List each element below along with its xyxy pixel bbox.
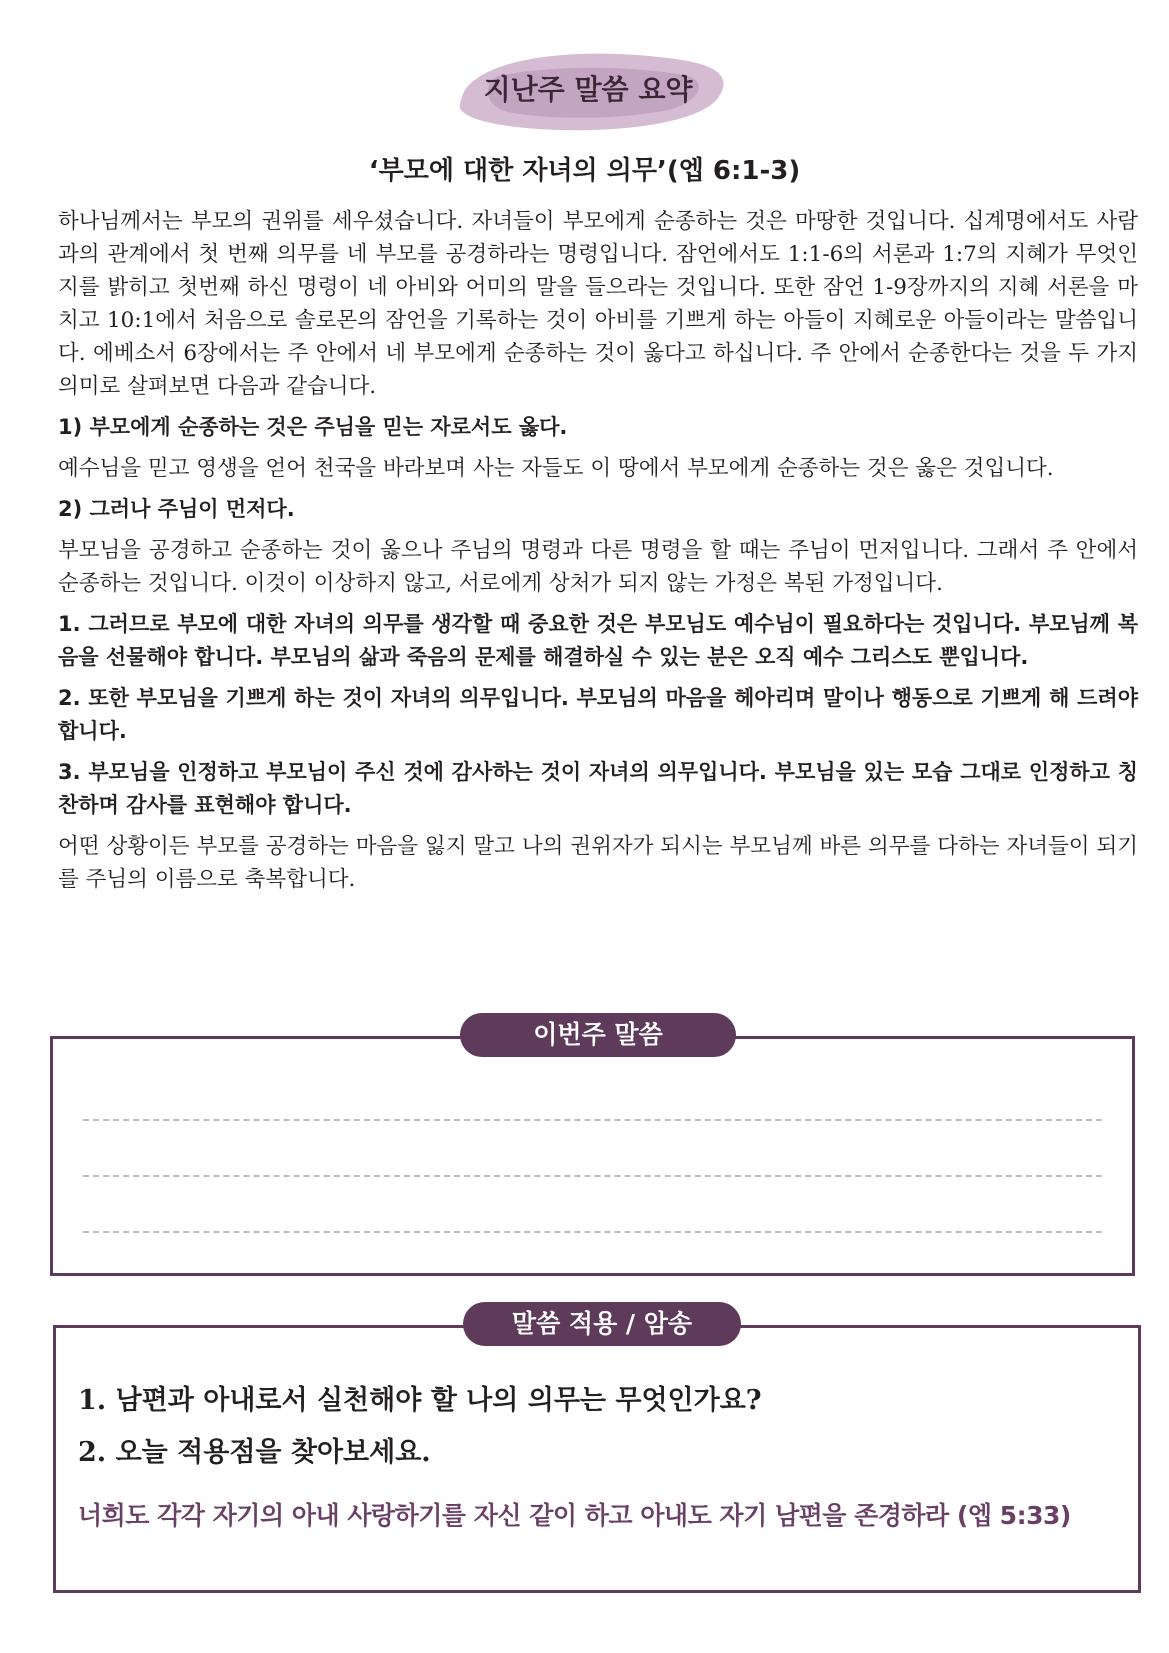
writing-line [83, 1119, 1102, 1121]
sermon-summary [58, 205, 1138, 896]
point2-text: 부모님을 공경하고 순종하는 것이 옳으나 주님의 명령과 다른 명령을 할 때는 주님이 먼저입니다. 그래서 주 안에서 순종하는 것입니다. 이것이 이상하지 않고, 서로에게 상처가 되지 않는 가정은 복된 가정입니다. [58, 538, 1138, 596]
closing-text: 어떤 상황이든 부모를 공경하는 마음을 잃지 말고 나의 권위자가 되시는 부모님께 바른 의무를 다하는 자녀들이 되기를 주님의 이름으로 축복합니다. [58, 834, 1138, 892]
application-box [53, 1325, 1141, 1593]
point2-heading: 2) 그러나 주님이 먼저다. [58, 497, 295, 521]
sermon-title: ‘부모에 대한 자녀의 의무’(엡 6:1-3) [368, 156, 801, 186]
this-week-box [50, 1036, 1135, 1276]
question-1: 1. 남편과 아내로서 실천해야 할 나의 의무는 무엇인가요? [78, 1385, 762, 1416]
application-label: 말씀 적용 / 암송 [463, 1302, 741, 1346]
writing-line [83, 1175, 1102, 1177]
duty2-text: 2. 또한 부모님을 기쁘게 하는 것이 자녀의 의무입니다. 부모님의 마음을 헤아리며 말이나 행동으로 기쁘게 해 드려야 합니다. [58, 686, 1138, 743]
banner-title: 지난주 말씀 요약 [483, 73, 693, 106]
point1-heading: 1) 부모에게 순종하는 것은 주님을 믿는 자로서도 옳다. [58, 415, 568, 439]
memory-verse: 너희도 각각 자기의 아내 사랑하기를 자신 같이 하고 아내도 자기 남편을 존경하라 (엡 5:33) [78, 1501, 1071, 1530]
question-2: 2. 오늘 적용점을 찾아보세요. [78, 1437, 431, 1468]
writing-line [83, 1231, 1102, 1233]
duty3-text: 3. 부모님을 인정하고 부모님이 주신 것에 감사하는 것이 자녀의 의무입니다. 부모님을 있는 모습 그대로 인정하고 칭찬하며 감사를 표현해야 합니다. [58, 760, 1138, 817]
intro-paragraph: 하나님께서는 부모의 권위를 세우셨습니다. 자녀들이 부모에게 순종하는 것은 마땅한 것입니다. 십계명에서도 사람과의 관계에서 첫 번째 의무를 네 부모를 공경하라는 명령입니다. 잠언에서도 1:1-6의 서론과 1:7의 지혜가 무엇인지를 밝히고 첫번째 하신 명령이 네 아비와 어미의 말을 들으라는 것입니다. 또한 잠언 1-9장까지의 지혜 서론을 마치고 10:1에서 처음으로 솔로몬의 잠언을 기록하는 것이 아비를 기쁘게 하는 아들이 지혜로운 아들이라는 말씀입니다. 에베소서 6장에서는 주 안에서 네 부모에게 순종하는 것이 옳다고 하십니다. 주 안에서 순종한다는 것을 두 가지 의미로 살펴보면 다음과 같습니다. [58, 209, 1138, 399]
this-week-label: 이번주 말씀 [460, 1013, 736, 1057]
section-banner [438, 46, 738, 138]
duty1-text: 1. 그러므로 부모에 대한 자녀의 의무를 생각할 때 중요한 것은 부모님도 예수님이 필요하다는 것입니다. 부모님께 복음을 선물해야 합니다. 부모님의 삶과 죽음의 문제를 해결하실 수 있는 분은 오직 예수 그리스도 뿐입니다. [58, 612, 1138, 669]
point1-text: 예수님을 믿고 영생을 얻어 천국을 바라보며 사는 자들도 이 땅에서 부모에게 순종하는 것은 옳은 것입니다. [58, 456, 1054, 481]
